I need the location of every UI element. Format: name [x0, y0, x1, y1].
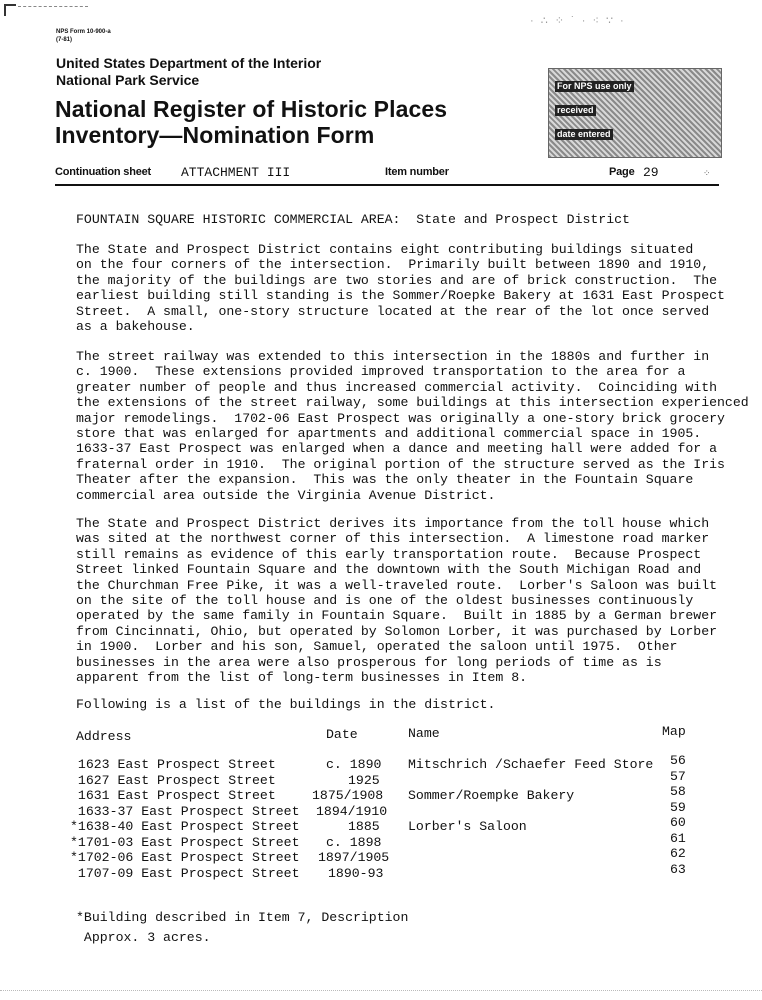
cell-name: Mitschrich /Schaefer Feed Store — [408, 757, 654, 772]
item-number-label: Item number — [385, 166, 449, 178]
footnote-line-2: Approx. 3 acres. — [76, 930, 211, 945]
cell-name: Sommer/Roempke Bakery — [408, 788, 575, 803]
col-header-name: Name — [408, 726, 440, 741]
cell-map: 58 — [670, 784, 686, 799]
cell-map: 63 — [670, 861, 686, 877]
stamp-noise: · ∴ ⁘ ˙ · ⁖ ∵ · — [530, 15, 626, 27]
cell-date: 1875/1908 — [312, 788, 384, 803]
continuation-row — [55, 164, 719, 186]
cell-date: 1890-93 — [328, 865, 384, 881]
cell-date: c. 1890 — [326, 757, 382, 772]
paragraph-2: The street railway was extended to this intersection in the 1880s and further in c. 1900. These extensions provided improved transportation to the area for a greater number of people and thus increased commercial activity. Coinciding with the extensions of the street railway, some buildings at this intersection experienced major remodelings. 1702-06 East Prospect was originally a one-story brick grocery store that was enlarged for apartments and additional commercial space in 1905. 1633-37 East Prospect was enlarged when a dance and meeting hall were added for a fraternal order in 1910. The original portion of the structure served as the Iris Theater after the expansion. This was the only theater in the Fountain Square commercial area outside the Virginia Avenue District. — [76, 349, 749, 503]
cell-map: 59 — [670, 799, 686, 815]
cell-date: c. 1898 — [326, 834, 382, 850]
cell-address: 1627 East Prospect Street — [70, 772, 276, 788]
list-intro: Following is a list of the buildings in the district. — [76, 697, 496, 712]
cell-address: 1707-09 East Prospect Street — [70, 865, 300, 881]
cell-date: 1925 — [348, 772, 380, 788]
col-header-date: Date — [326, 727, 358, 742]
nps-use-only-stamp — [548, 68, 722, 158]
cell-address: *1638-40 East Prospect Street — [70, 819, 300, 834]
cell-address: *1702-06 East Prospect Street — [70, 850, 300, 865]
district-heading: FOUNTAIN SQUARE HISTORIC COMMERCIAL AREA: State and Prospect District — [76, 212, 630, 227]
agency-line-1: United States Department of the Interior — [56, 55, 322, 71]
cell-map: 62 — [670, 846, 686, 861]
cell-map: 61 — [670, 830, 686, 846]
col-header-map: Map — [662, 724, 686, 739]
continuation-sheet-label: Continuation sheet — [55, 166, 152, 178]
buildings-table — [70, 753, 720, 887]
cell-name: Lorber's Saloon — [408, 819, 527, 834]
form-title-line-2: Inventory—Nomination Form — [55, 122, 375, 148]
col-header-address: Address — [76, 729, 132, 744]
cell-map: 57 — [670, 768, 686, 784]
stamp-line-2: received — [557, 105, 594, 115]
agency-block — [56, 55, 321, 89]
stamp-line-1: For NPS use only — [557, 81, 632, 91]
scan-smudge: ⁘ — [703, 168, 711, 178]
page-label: Page — [609, 166, 635, 178]
paragraph-1: The State and Prospect District contains eight contributing buildings situated on the four corners of the intersection. Primarily built between 1890 and 1910, the majority of the buildings are two stories and are of brick construction. The earliest building still standing is the Sommer/Roepke Bakery at 1631 East Prospect Street. A small, one-story structure located at the rear of the lot once served as a bakehouse. — [76, 242, 725, 335]
scan-top-rule — [18, 6, 88, 8]
scan-corner-mark — [4, 4, 16, 16]
cell-address: 1623 East Prospect Street — [70, 757, 276, 772]
form-title — [55, 96, 447, 148]
cell-map: 56 — [670, 753, 686, 768]
cell-address: *1701-03 East Prospect Street — [70, 834, 300, 850]
cell-date: 1894/1910 — [316, 803, 388, 819]
cell-address: 1631 East Prospect Street — [70, 788, 276, 803]
page-number: 29 — [643, 165, 659, 180]
form-title-line-1: National Register of Historic Places — [55, 96, 448, 122]
stamp-line-3: date entered — [557, 129, 611, 139]
continuation-sheet-value: ATTACHMENT III — [181, 165, 291, 180]
footnote-line-1: *Building described in Item 7, Description — [76, 910, 409, 925]
form-number: NPS Form 10-900-a (7-81) — [56, 29, 111, 43]
paragraph-3: The State and Prospect District derives its importance from the toll house which was sited at the northwest corner of this intersection. A limestone road marker still remains as evidence of this early transportation route. Because Prospect Street linked Fountain Square and the downtown with the South Michigan Road and the Churchman Free Pike, it was a well-traveled route. Lorber's Saloon was built on the site of the toll house and is one of the oldest businesses continuously operated by the same family in Fountain Square. Built in 1885 by a German brewer from Cincinnati, Ohio, but operated by Solomon Lorber, it was purchased by Lorber in 1900. Lorber and his son, Samuel, operated the saloon until 1975. Other businesses in the area were also prosperous for long periods of time as is apparent from the list of long-term businesses in Item 8. — [76, 516, 718, 686]
cell-date: 1885 — [348, 819, 380, 834]
agency-line-2: National Park Service — [56, 72, 200, 88]
cell-address: 1633-37 East Prospect Street — [70, 803, 300, 819]
cell-map: 60 — [670, 815, 686, 830]
cell-date: 1897/1905 — [318, 850, 390, 865]
scan-bottom-edge — [0, 990, 762, 993]
